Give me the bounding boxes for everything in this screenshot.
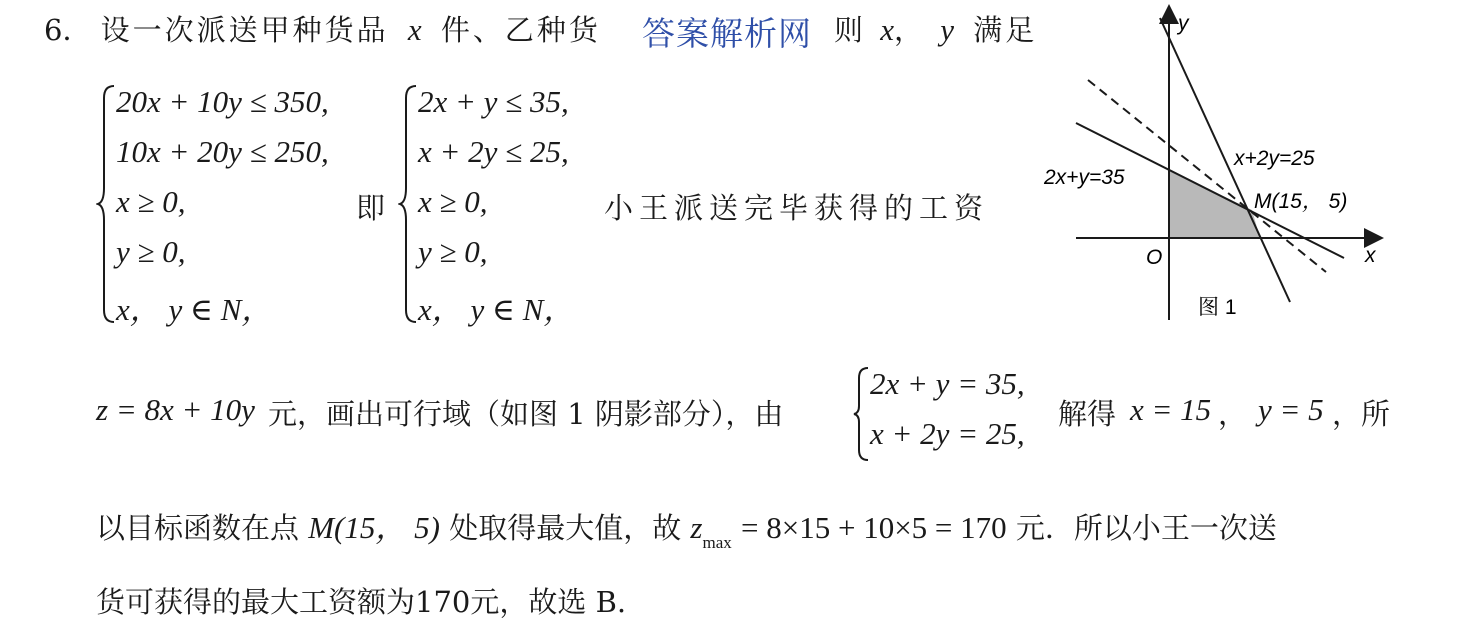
var-y: y [940, 12, 954, 47]
y-axis-label: y [1178, 12, 1189, 35]
inequality-row: y ≥ 0, [418, 234, 488, 269]
problem-line-4: 货可获得的最大工资额为170元，故选 B. [96, 585, 627, 619]
inequality-system-2 [418, 84, 618, 327]
text-segment: 元，画出可行域（如图 1 阴影部分），由 [268, 397, 784, 431]
feasible-region-figure [1040, 0, 1420, 330]
line-label-x-2y-25: x+2y=25 [1234, 147, 1315, 170]
z-symbol: z [690, 510, 703, 545]
shaded-feasible-region [1169, 170, 1260, 238]
text-segment: 解得 [1058, 397, 1117, 431]
x-solution: x = 15 [1130, 392, 1212, 427]
inequality-row: 20x + 10y ≤ 350, [116, 84, 329, 119]
inequality-row: y ≥ 0, [116, 234, 186, 269]
text-segment: 设一次派送甲种货品 [100, 13, 389, 47]
text-segment: 则 [834, 13, 864, 47]
inequality-row: 2x + y ≤ 35, [418, 84, 569, 119]
text-segment: 元．所以小王一次送 [1015, 511, 1277, 545]
comma: ， [894, 13, 924, 47]
problem-line-1-end [834, 8, 1037, 49]
origin-label: O [1146, 246, 1163, 269]
inequality-system-1 [116, 84, 376, 327]
problem-line-1 [44, 8, 601, 49]
inequality-row: x ≥ 0, [418, 184, 488, 219]
text-segment: 件、乙种货 [440, 13, 601, 47]
point-m: M(15， 5) [308, 510, 440, 545]
equation-system [870, 366, 1050, 462]
inequality-row: x， y ∈ N， [418, 292, 575, 327]
problem-number: 6． [44, 13, 92, 47]
watermark: 答案解析网 [642, 14, 812, 53]
ji-text: 即 [356, 191, 386, 225]
text-segment: 满足 [973, 13, 1038, 47]
problem-line-3 [96, 502, 1277, 552]
left-brace [96, 84, 118, 324]
equation-row: 2x + y = 35, [870, 366, 1025, 401]
text-segment: 处取得最大值，故 [449, 511, 682, 545]
y-solution: y = 5 [1258, 392, 1324, 427]
comma: ， [1218, 397, 1248, 431]
text-segment: ，所 [1332, 397, 1391, 431]
equation-row: x + 2y = 25, [870, 416, 1025, 451]
z-subscript: max [702, 533, 732, 552]
objective-function: z = 8x + 10y [96, 392, 255, 427]
inequality-row: x， y ∈ N， [116, 292, 273, 327]
var-x: x [407, 12, 422, 47]
left-brace [852, 366, 872, 462]
figure-caption: 图 1 [1198, 296, 1237, 319]
line-label-2x-y-35: 2x+y=35 [1044, 166, 1125, 189]
var-x: x [880, 12, 894, 47]
max-value-expr: = 8×15 + 10×5 = 170 [741, 510, 1007, 545]
wage-text: 小王派送完毕获得的工资 [604, 191, 990, 225]
inequality-row: x + 2y ≤ 25, [418, 134, 569, 169]
x-axis-label: x [1365, 244, 1376, 267]
text-segment: 以目标函数在点 [96, 511, 300, 545]
inequality-row: 10x + 20y ≤ 250, [116, 134, 329, 169]
inequality-row: x ≥ 0, [116, 184, 186, 219]
point-m-label: M(15， 5) [1254, 190, 1348, 213]
left-brace [398, 84, 420, 324]
